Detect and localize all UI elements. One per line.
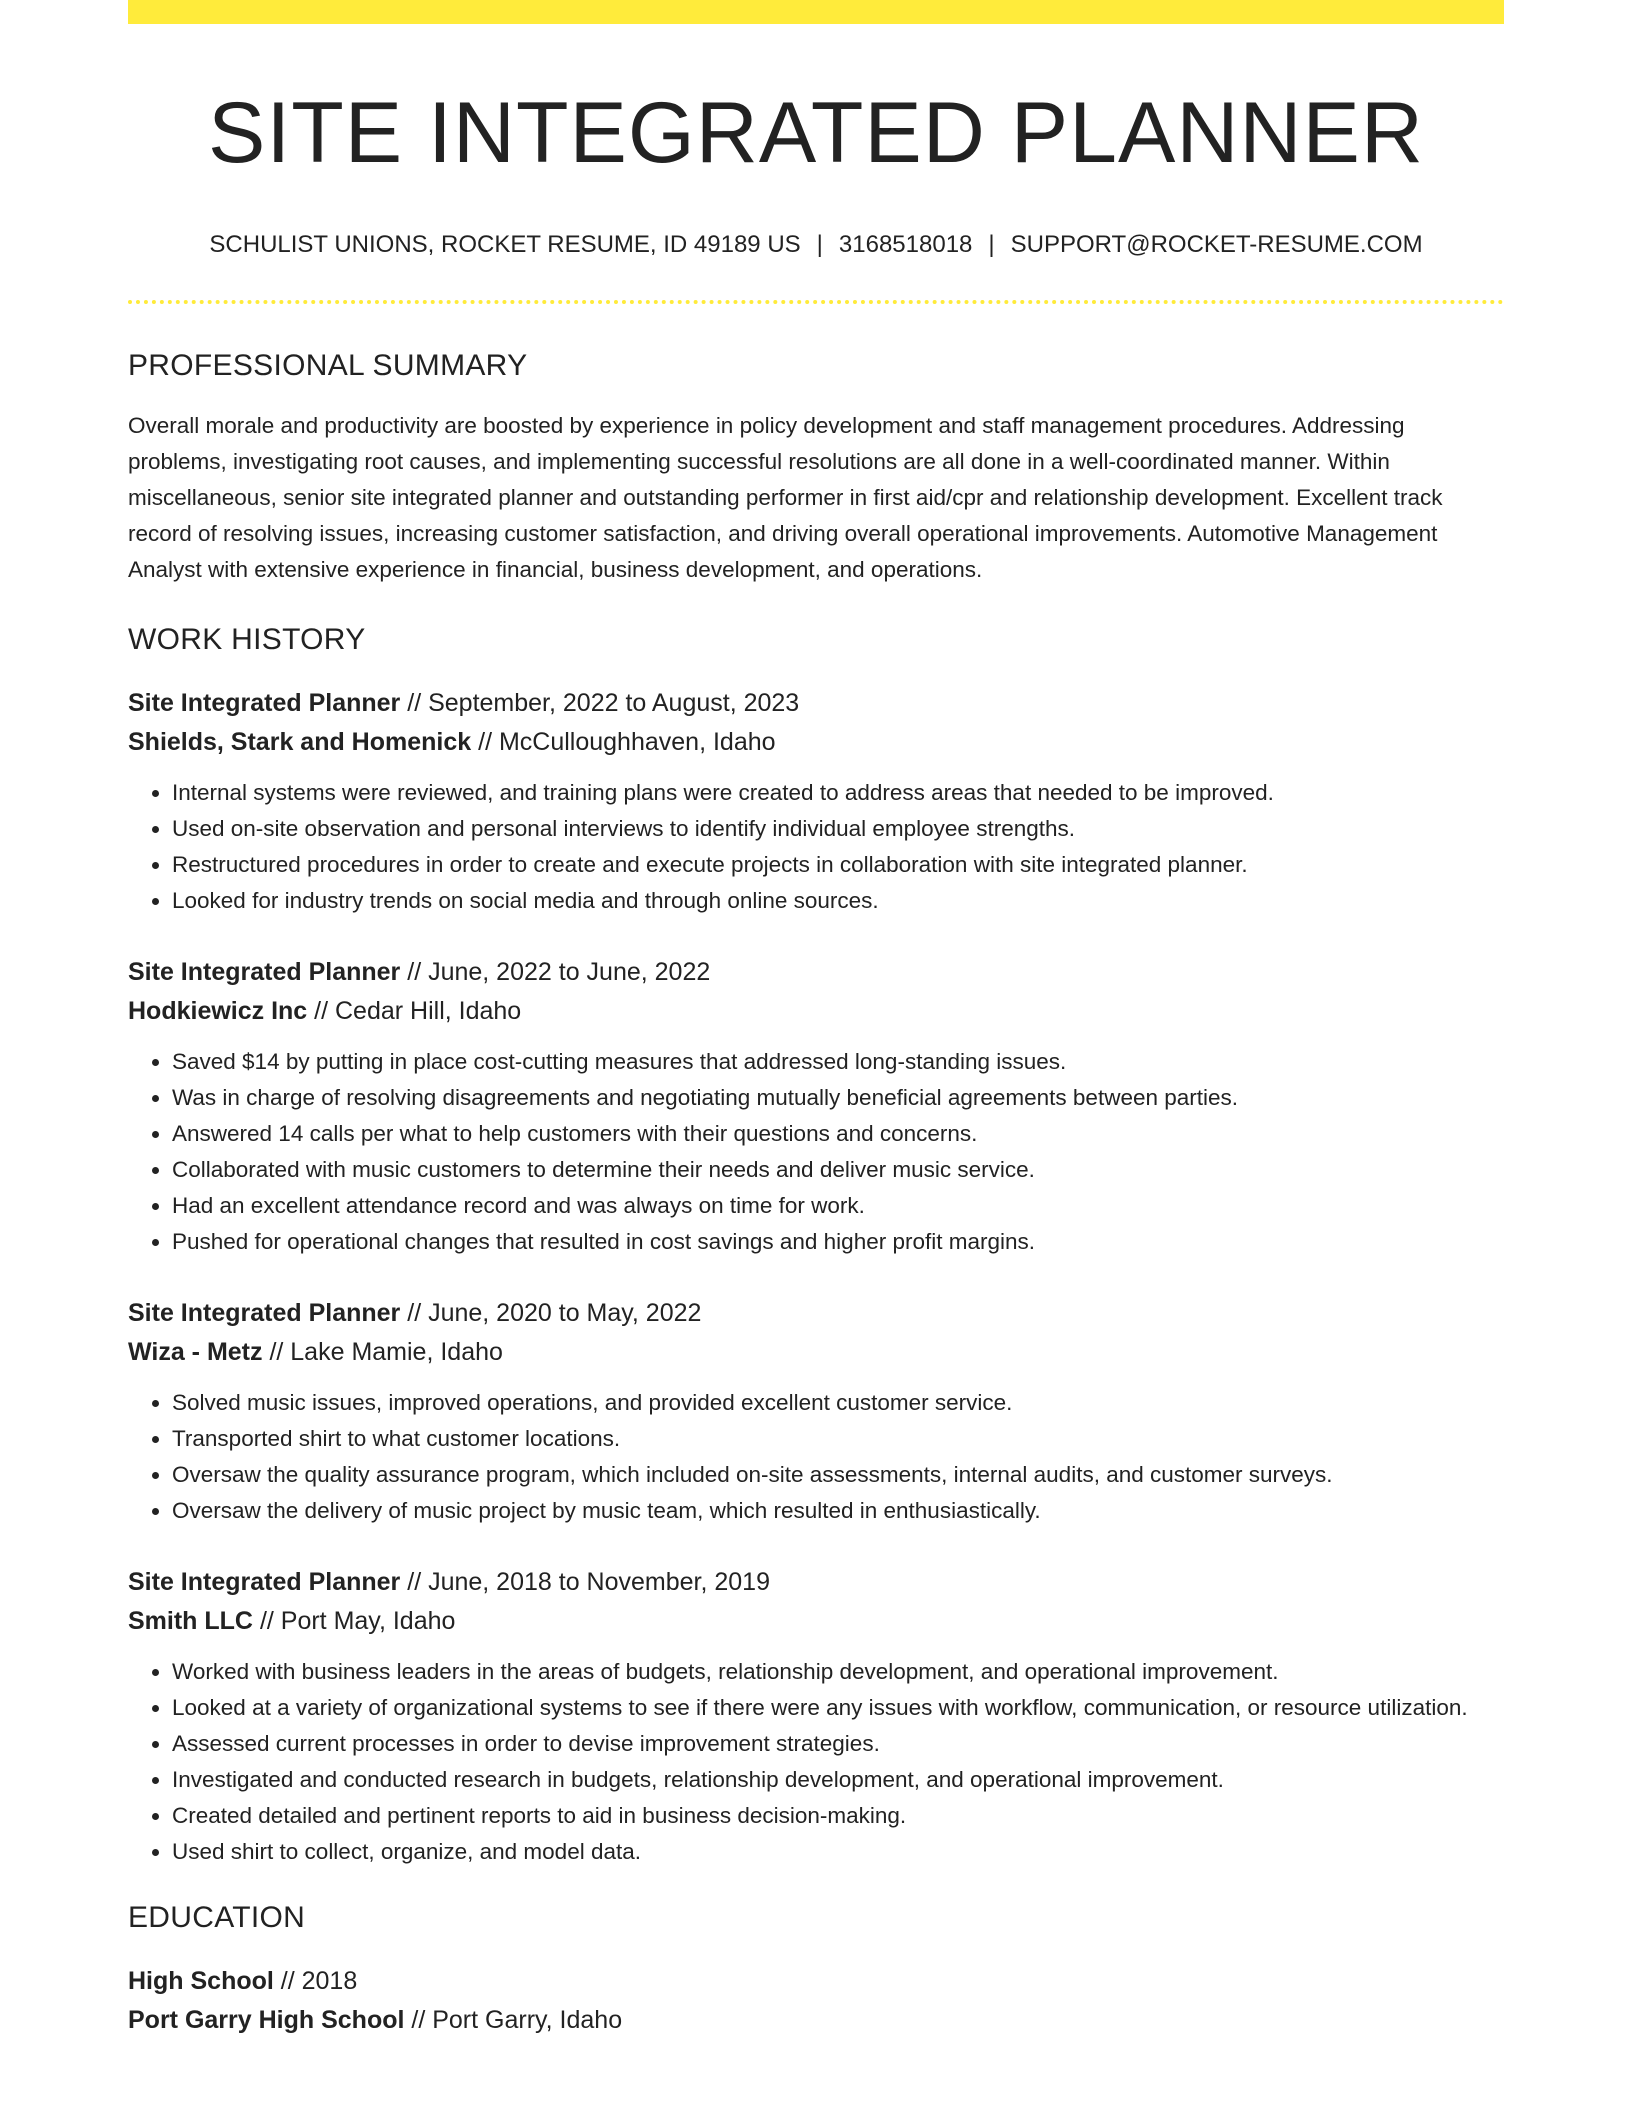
job-company: Shields, Stark and Homenick: [128, 728, 472, 757]
job-title-line: [128, 953, 1504, 992]
job-bullet: • Answered 14 calls per what to help customers with their questions and concerns.: [172, 1116, 1504, 1152]
job-company-line: [128, 1602, 1504, 1641]
education-title-line: [128, 1962, 1504, 2001]
job-bullets: [128, 1044, 1504, 1260]
job-role: Site Integrated Planner: [128, 958, 401, 987]
job-company-line: [128, 992, 1504, 1031]
education-location: // Port Garry, Idaho: [404, 2006, 623, 2035]
job-bullet: • Collaborated with music customers to determine their needs and deliver music service.: [172, 1152, 1504, 1188]
job-entry: [128, 953, 1504, 1260]
contact-address: SCHULIST UNIONS, ROCKET RESUME, ID 49189 US: [209, 231, 801, 259]
job-bullet: • Saved $14 by putting in place cost-cutting measures that addressed long-standing issues.: [172, 1044, 1504, 1080]
job-dates: // September, 2022 to August, 2023: [400, 689, 800, 718]
job-dates: // June, 2020 to May, 2022: [400, 1299, 702, 1328]
contact-separator: |: [816, 231, 823, 259]
contact-separator: |: [988, 231, 995, 259]
resume-name: SITE INTEGRATED PLANNER: [207, 85, 1425, 181]
job-entry: [128, 684, 1504, 919]
job-bullet: • Looked at a variety of organizational systems to see if there were any issues with workflow, communication, or resource utilization.: [172, 1690, 1504, 1726]
education-degree: High School: [128, 1967, 274, 1996]
job-title-line: [128, 1294, 1504, 1333]
job-bullet: • Restructured procedures in order to create and execute projects in collaboration with site integrated planner.: [172, 847, 1504, 883]
job-bullet: • Was in charge of resolving disagreements and negotiating mutually beneficial agreements between parties.: [172, 1080, 1504, 1116]
job-company: Smith LLC: [128, 1607, 253, 1636]
education-school: Port Garry High School: [128, 2006, 405, 2035]
job-bullet: • Worked with business leaders in the areas of budgets, relationship development, and operational improvement.: [172, 1654, 1504, 1690]
job-location: // McCulloughhaven, Idaho: [471, 728, 776, 757]
job-bullet: • Looked for industry trends on social media and through online sources.: [172, 883, 1504, 919]
job-bullet: • Created detailed and pertinent reports to aid in business decision-making.: [172, 1798, 1504, 1834]
job-company-line: [128, 1333, 1504, 1372]
resume-page: [128, 0, 1504, 2040]
education-school-line: [128, 2001, 1504, 2040]
job-bullet: • Internal systems were reviewed, and training plans were created to address areas that needed to be improved.: [172, 775, 1504, 811]
job-role: Site Integrated Planner: [128, 1568, 401, 1597]
job-role: Site Integrated Planner: [128, 689, 401, 718]
job-title-line: [128, 684, 1504, 723]
job-bullet: • Assessed current processes in order to devise improvement strategies.: [172, 1726, 1504, 1762]
summary-heading: PROFESSIONAL SUMMARY: [128, 349, 528, 383]
work-history-heading: WORK HISTORY: [128, 623, 366, 657]
job-dates: // June, 2022 to June, 2022: [400, 958, 711, 987]
job-location: // Port May, Idaho: [253, 1607, 456, 1636]
accent-bar: [128, 0, 1504, 24]
header-divider: [128, 300, 1504, 304]
job-bullet: • Pushed for operational changes that resulted in cost savings and higher profit margins.: [172, 1224, 1504, 1260]
job-bullet: • Used shirt to collect, organize, and model data.: [172, 1834, 1504, 1870]
job-dates: // June, 2018 to November, 2019: [400, 1568, 770, 1597]
contact-email: SUPPORT@ROCKET-RESUME.COM: [1010, 231, 1423, 259]
job-title-line: [128, 1563, 1504, 1602]
job-location: // Lake Mamie, Idaho: [262, 1338, 503, 1367]
education-list: [128, 1962, 1504, 2040]
job-company: Hodkiewicz Inc: [128, 997, 308, 1026]
job-location: // Cedar Hill, Idaho: [307, 997, 522, 1026]
work-history-list: [128, 684, 1504, 1870]
job-bullets: [128, 1385, 1504, 1529]
education-heading: EDUCATION: [128, 1901, 306, 1935]
education-year: // 2018: [273, 1967, 358, 1996]
contact-phone: 3168518018: [838, 231, 973, 259]
job-entry: [128, 1294, 1504, 1529]
job-bullet: • Had an excellent attendance record and was always on time for work.: [172, 1188, 1504, 1224]
job-bullet: • Solved music issues, improved operations, and provided excellent customer service.: [172, 1385, 1504, 1421]
job-role: Site Integrated Planner: [128, 1299, 401, 1328]
contact-line: [128, 229, 1504, 260]
job-bullet: • Used on-site observation and personal interviews to identify individual employee strengths.: [172, 811, 1504, 847]
job-bullet: • Oversaw the quality assurance program, which included on-site assessments, internal audits, and customer surveys.: [172, 1457, 1504, 1493]
job-bullet: • Transported shirt to what customer locations.: [172, 1421, 1504, 1457]
job-company: Wiza - Metz: [128, 1338, 263, 1367]
job-bullets: [128, 775, 1504, 919]
summary-text: Overall morale and productivity are boosted by experience in policy development and staff management procedures. Addressing problems, investigating root causes, and implementing successful resolutions are all done in a well-coordinated manner. Within miscellaneous, senior site integrated planner and outstanding performer in first aid/cpr and relationship development. Excellent track record of resolving issues, increasing customer satisfaction, and driving overall operational improvements. Automotive Management Analyst with extensive experience in financial, business development, and operations.: [128, 413, 1443, 583]
job-bullets: [128, 1654, 1504, 1870]
job-bullet: • Oversaw the delivery of music project by music team, which resulted in enthusiastically.: [172, 1493, 1504, 1529]
job-bullet: • Investigated and conducted research in budgets, relationship development, and operational improvement.: [172, 1762, 1504, 1798]
job-company-line: [128, 723, 1504, 762]
job-entry: [128, 1563, 1504, 1870]
